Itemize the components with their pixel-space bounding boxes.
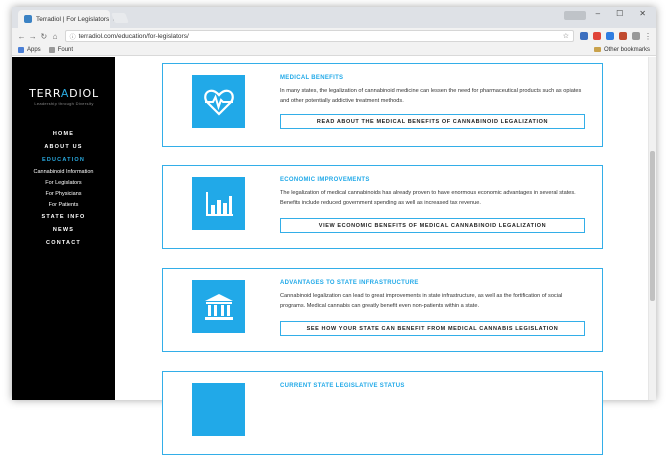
extension-icon[interactable] [593,32,601,40]
forward-icon[interactable]: → [28,31,37,41]
medical-benefits-button[interactable]: READ ABOUT THE MEDICAL BENEFITS OF CANNABINOID LEGALIZATION [280,114,585,129]
nav-contact[interactable]: CONTACT [46,240,81,246]
url-text: terradiol.com/education/for-legislators/ [78,32,189,40]
sidebar [12,57,115,400]
main-nav [12,128,115,250]
address-bar[interactable] [65,30,574,42]
nav-education[interactable]: EDUCATION [41,157,86,163]
card-legislative-status [162,371,603,455]
state-benefit-button[interactable]: SEE HOW YOUR STATE CAN BENEFIT FROM MEDICAL CANNABIS LEGISLATION [280,321,585,336]
bookmark-star-icon[interactable]: ☆ [562,33,569,40]
logo-tagline: Leadership through Diversity [34,101,94,106]
reload-icon[interactable]: ↻ [40,31,48,41]
card-state-infrastructure [162,268,603,352]
nav-sub-for-patients[interactable]: For Patients [48,202,79,208]
nav-sub-cannabinoid-information[interactable]: Cannabinoid Information [33,169,94,175]
bookmark-fount[interactable] [49,47,73,53]
page-content [12,57,656,400]
tab-title: Terradiol | For Legislators [36,15,110,23]
logo-wordmark: TERRADIOL [29,87,99,100]
browser-tab[interactable] [18,10,110,28]
legislative-icon [192,383,245,436]
browser-toolbar [12,28,656,44]
bank-building-icon [192,280,245,333]
nav-news[interactable]: NEWS [52,227,75,233]
close-window-icon[interactable]: ✕ [639,9,646,18]
window-controls [596,9,646,18]
info-icon[interactable]: ⓘ [69,34,76,41]
heart-pulse-icon [192,75,245,128]
browser-window [12,7,656,400]
card-description: Cannabinoid legalization can lead to great improvements in state infrastructure, as well as the fortification of social programs. Medical cannabis can greatly benefit even non-patients within a state. [280,293,563,309]
bookmark-label: Apps [27,46,41,53]
card-description: In many states, the legalization of cannabinoid medicine can lessen the need for pharmaceutical products such as opiates and other potentially addictive treatment methods. [280,88,582,104]
other-bookmarks[interactable] [594,47,650,53]
extensions [580,32,640,40]
apps-icon [18,47,24,53]
new-tab-button[interactable] [111,13,129,23]
economic-benefits-button[interactable]: VIEW ECONOMIC BENEFITS OF MEDICAL CANNABINOID LEGALIZATION [280,218,585,233]
back-icon[interactable]: ← [17,31,26,41]
bookmark-label: Fount [57,46,74,53]
profile-button[interactable] [564,11,586,20]
nav-sub-for-physicians[interactable]: For Physicians [45,191,82,197]
page-icon [49,47,55,53]
home-icon[interactable]: ⌂ [52,31,58,41]
card-title: ECONOMIC IMPROVEMENTS [280,177,370,183]
card-medical-benefits [162,63,603,147]
card-economic-improvements [162,165,603,249]
nav-about[interactable]: ABOUT US [44,144,83,150]
nav-state-info[interactable]: STATE INFO [41,214,86,220]
bar-chart-icon [192,177,245,230]
folder-icon [594,47,601,52]
nav-home[interactable]: HOME [52,131,75,137]
card-description: The legalization of medical cannabinoids has already proven to have enormous economic advantages in several states. Benefits include reduced government spending as well as increased tax revenue. [280,190,576,206]
bookmark-apps[interactable] [18,47,41,53]
card-title: MEDICAL BENEFITS [280,75,344,81]
tab-strip [12,7,656,28]
favicon-icon [24,15,32,23]
scrollbar-thumb[interactable] [650,151,655,301]
nav-sub-for-legislators[interactable]: For Legislators [45,180,82,186]
page-scrollbar[interactable] [648,57,656,400]
extension-icon[interactable] [619,32,627,40]
minimize-icon[interactable]: – [595,9,601,18]
menu-icon[interactable]: ⋮ [644,31,652,41]
maximize-icon[interactable]: ☐ [616,9,624,18]
extension-icon[interactable] [606,32,614,40]
extension-icon[interactable] [580,32,588,40]
extension-icon[interactable] [632,32,640,40]
card-title: ADVANTAGES TO STATE INFRASTRUCTURE [280,280,419,286]
bookmarks-bar [12,44,656,56]
other-bookmarks-label: Other bookmarks [603,46,650,53]
site-logo[interactable] [26,87,102,106]
card-title: CURRENT STATE LEGISLATIVE STATUS [280,383,405,389]
